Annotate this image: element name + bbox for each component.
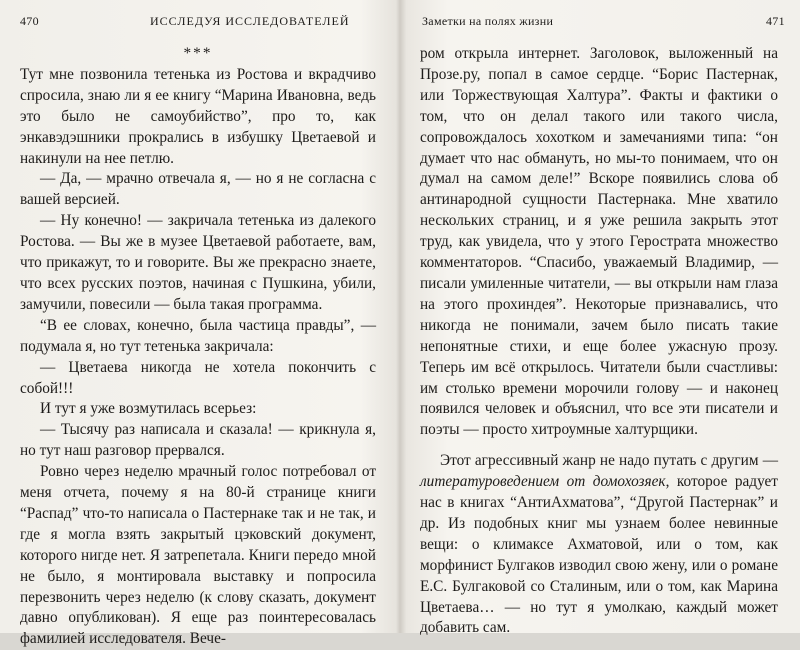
paragraph: И тут я уже возмутилась всерьез: <box>40 400 257 418</box>
paragraph: ром открыла интернет. Заголовок, выложенный на Прозе.ру, попал в самое сердце. “Борис Пастернак, или Торжествующая Халтура”. Факты и фактики о том, что он делал такого или такого числа, сопровождалось хохотком и замечаниями типа: “он думает что нас обмануть, но мы-то понимаем, что он думал на самом деле!” Вскоре появились слова об антинародной сущности Пастернака. Мне хватило нескольких страниц, и я уже решила закрыть этот труд, как увидела, что у этого Герострата множество комментаторов. “Спасибо, уважаемый Владимир, — писали умиленные читатели, — вы открыли нам глаза на этого прохиндея”. Некоторые признавались, что никогда не понимали, зачем было писать такие непонятные стихи, и еще более ужасную прозу. Теперь им всё открылось. Читатели были счастливы: им столько времени морочили голову — и наконец появился человек и объяснил, что все эти писатели и поэты — просто хитроумные халтурщики. <box>420 45 778 439</box>
paragraph: — Да, — мрачно отвечала я, — но я не согласна с вашей версией. <box>20 170 376 209</box>
page-number-right: 471 <box>766 14 785 28</box>
left-page-text <box>20 44 376 650</box>
left-page <box>0 0 400 648</box>
paragraph: Ровно через неделю мрачный голос потребовал от меня отчета, почему я на 80-й странице книги “Распад” что-то написала о Пастернаке так и не так, и где я могла взять закрытый цэковский документ, которого нигде нет. Я затрепетала. Книги передо мной не было, я монтировала выставку и попросила перезвонить через неделю (к слову сказать, документ давно опубликован). Я еще раз поинтересовалась фамилией исследователя. Вече- <box>20 463 376 648</box>
paragraph-with-italic: Этот агрессивный жанр не надо путать с другим — литературоведением от домохозяек, которое радует нас в книгах “АнтиАхматова”, “Другой Пастернак” и др. Из подобных книг мы узнаем более невинные вещи: о климаксе Ахматовой, или о том, как морфинист Булгаков изводил свою жену, или о романе Е.С. Булгаковой со Сталиным, или о том, как Марина Цветаева… — но тут я умолкаю, каждый может добавить сам. <box>420 452 778 637</box>
right-page-text <box>420 44 778 639</box>
paragraph: — Цветаева никогда не хотела покончить с собой!!! <box>20 358 376 397</box>
section-separator: *** <box>183 45 213 62</box>
page-number-left: 470 <box>20 14 39 28</box>
paragraph: Тут мне позвонила тетенька из Ростова и вкрадчиво спросила, знаю ли я ее книгу “Марина Ивановна, ведь это было не самоубийство”, про то, как энкавэдэшники прокрались в избушку Цветаевой и накинули на нее петлю. <box>20 65 376 167</box>
paragraph: “В ее словах, конечно, была частица правды”, — подумала я, но тут тетенька закричала: <box>20 316 376 355</box>
running-head-left: ИССЛЕДУЯ ИССЛЕДОВАТЕЛЕЙ <box>150 14 350 28</box>
paragraph: — Тысячу раз написала и сказала! — крикнула я, но тут наш разговор прервался. <box>20 421 376 460</box>
italic-phrase: литературоведением от домохозяек <box>420 473 666 491</box>
paragraph: — Ну конечно! — закричала тетенька из далекого Ростова. — Вы же в музее Цветаевой работаете, вам, что прикажут, то и говорите. Вы же прекрасно знаете, что всех русских поэтов, начиная с Пушкина, убили, замучили, повесили — была такая программа. <box>20 212 376 313</box>
running-head-right: Заметки на полях жизни <box>422 14 554 28</box>
right-page <box>400 0 800 637</box>
